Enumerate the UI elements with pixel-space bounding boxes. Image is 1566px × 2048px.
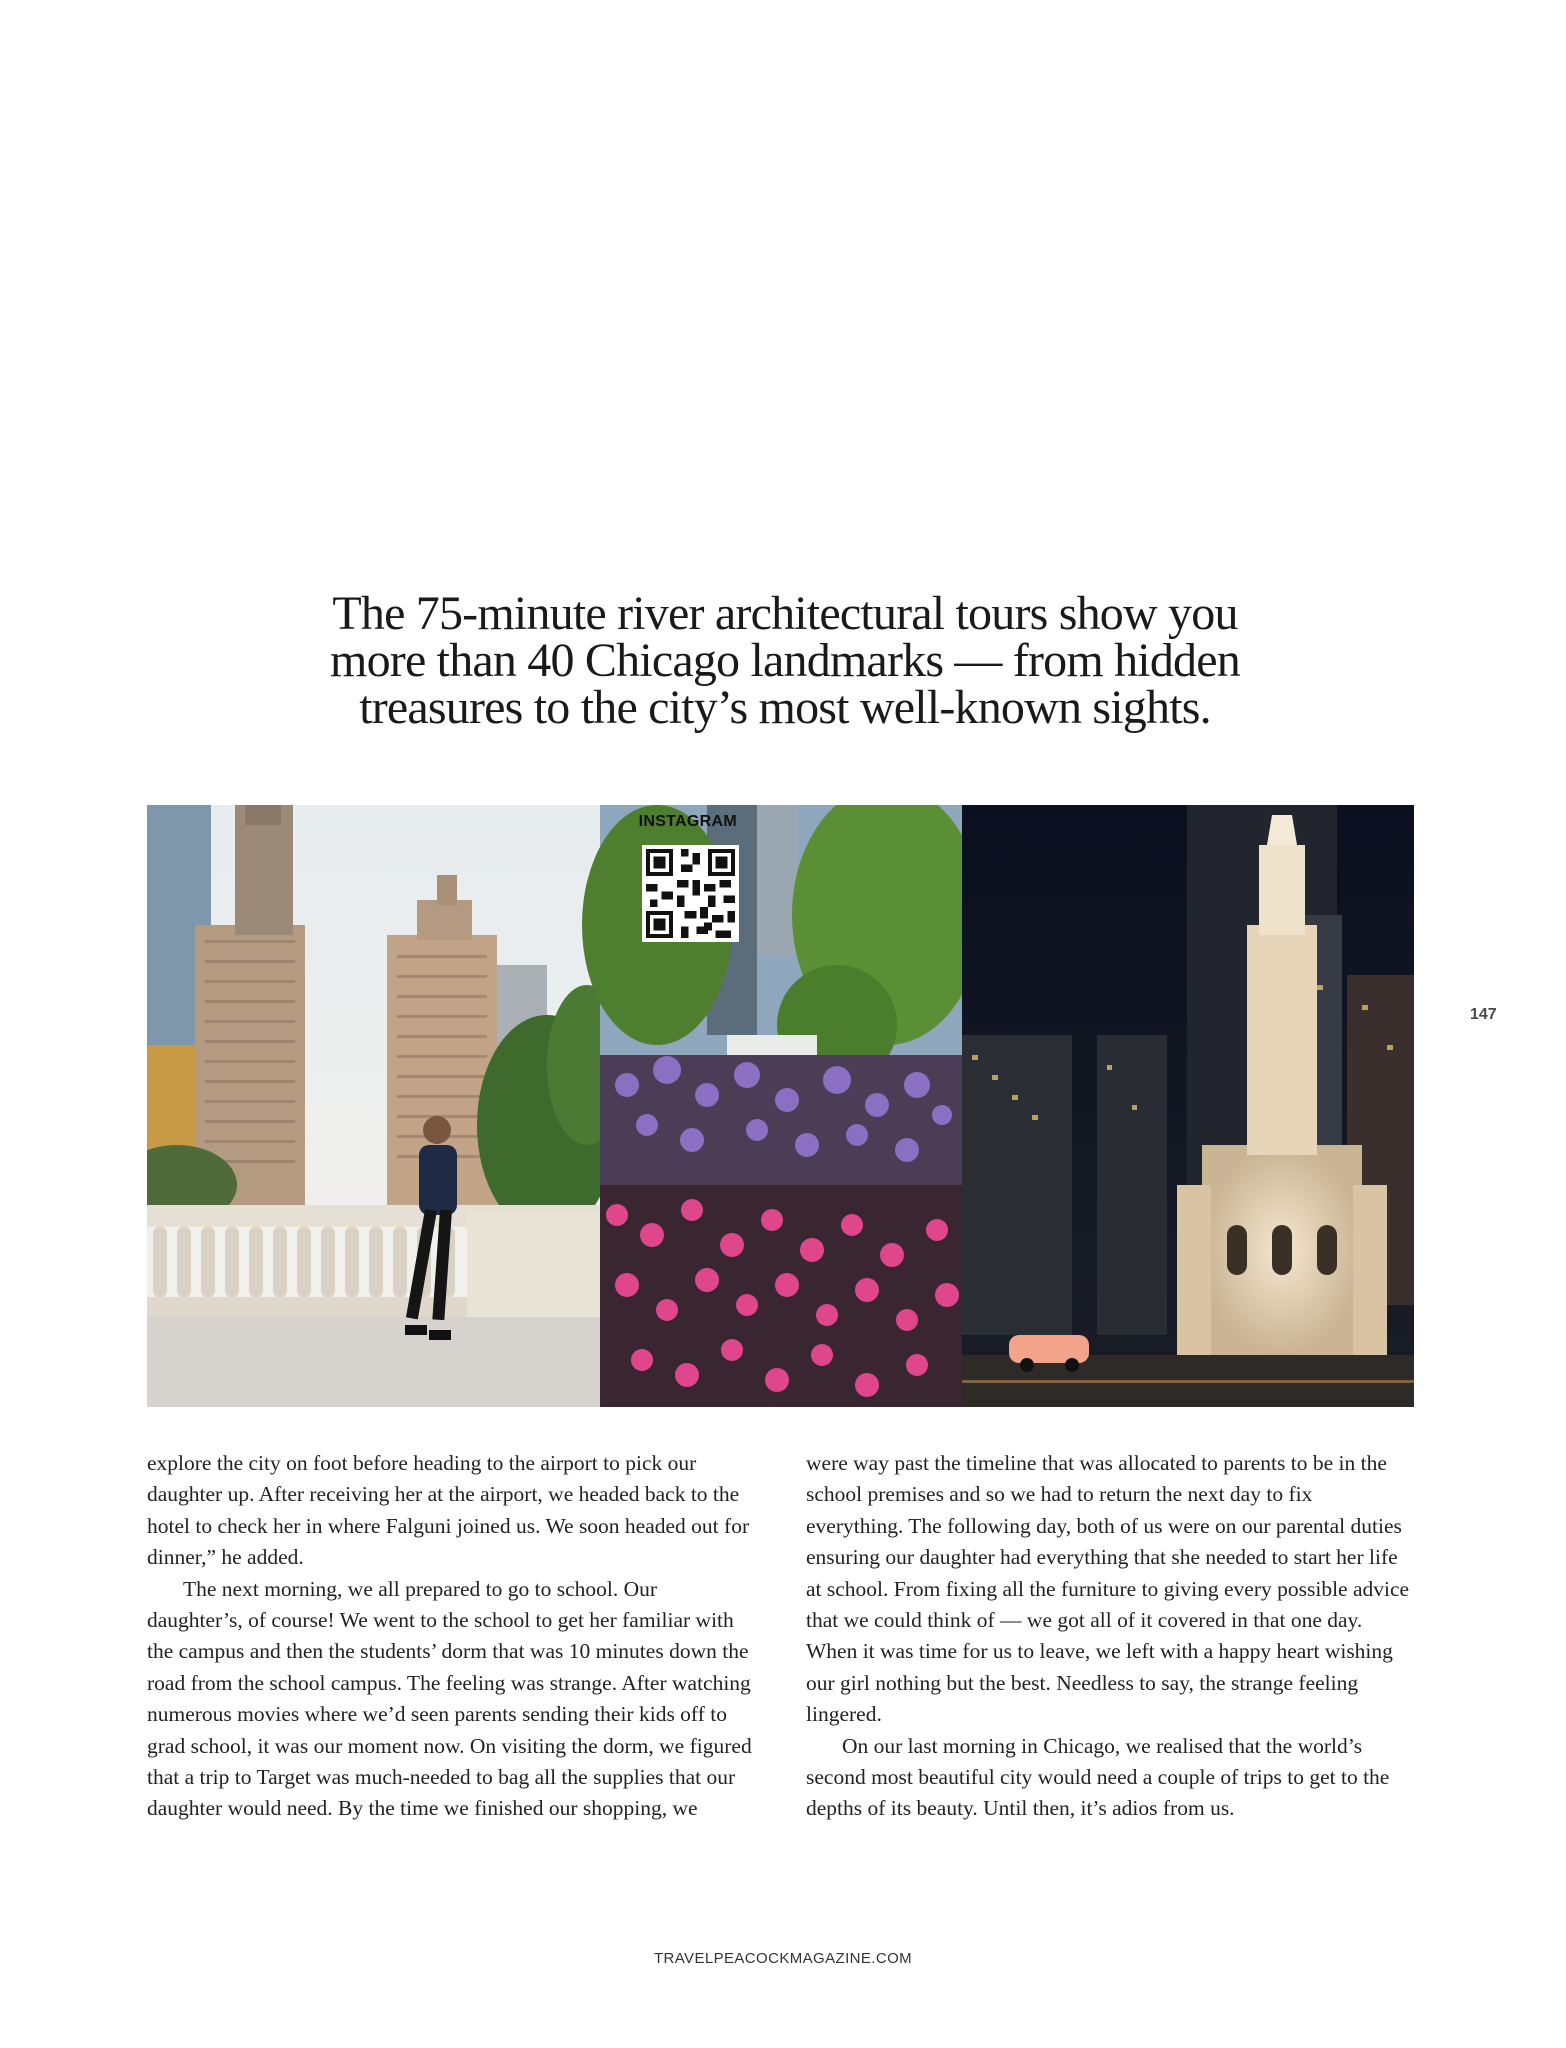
qr-label: INSTAGRAM [638, 813, 737, 830]
paragraph: explore the city on foot before heading to the airport to pick our daughter up. After receiving her at the airport, we headed back to the hotel to check her in where Falguni joined us. We soon headed out for dinner,” he added. [147, 1451, 750, 1570]
article-column-right [806, 1448, 1412, 1825]
paragraph: The next morning, we all prepared to go to school. Our daughter’s, of course! We went to the school to get her familiar with the campus and then the students’ dorm that was 10 minutes down the road from the school campus. The feeling was strange. After watching numerous movies where we’d seen parents sending their kids off to grad school, it was our moment now. On visiting the dorm, we figured that a trip to Target was much-needed to bag all the supplies that our daughter would need. By the time we finished our shopping, we [147, 1576, 752, 1821]
article-column-left [147, 1448, 753, 1825]
photo-right-water-tower-night [962, 805, 1414, 1407]
paragraph: were way past the timeline that was allocated to parents to be in the school premises and so we had to return the next day to fix everything. The following day, both of us were on our parental duties ensuring our daughter had everything that she needed to start her life at school. From fixing all the furniture to giving every possible advice that we could think of — we got all of it covered in that one day. When it was time for us to leave, we left with a happy heart wishing our girl nothing but the best. Needless to say, the strange feeling lingered. [806, 1451, 1410, 1727]
page-number: 147 [1470, 1006, 1497, 1023]
pull-quote-headline: The 75-minute river architectural tours show you more than 40 Chicago landmarks — from hidden treasures to the city’s most well-known sights. [330, 587, 1240, 734]
instagram-qr-block [487, 805, 745, 951]
paragraph: On our last morning in Chicago, we realised that the world’s second most beautiful city would need a couple of trips to get to the depths of its beauty. Until then, it’s adios from us. [806, 1733, 1390, 1821]
photo-strip [147, 805, 1414, 1407]
qr-code-icon[interactable] [642, 845, 739, 942]
footer-website[interactable]: TRAVELPEACOCKMAGAZINE.COM [653, 1950, 913, 1967]
